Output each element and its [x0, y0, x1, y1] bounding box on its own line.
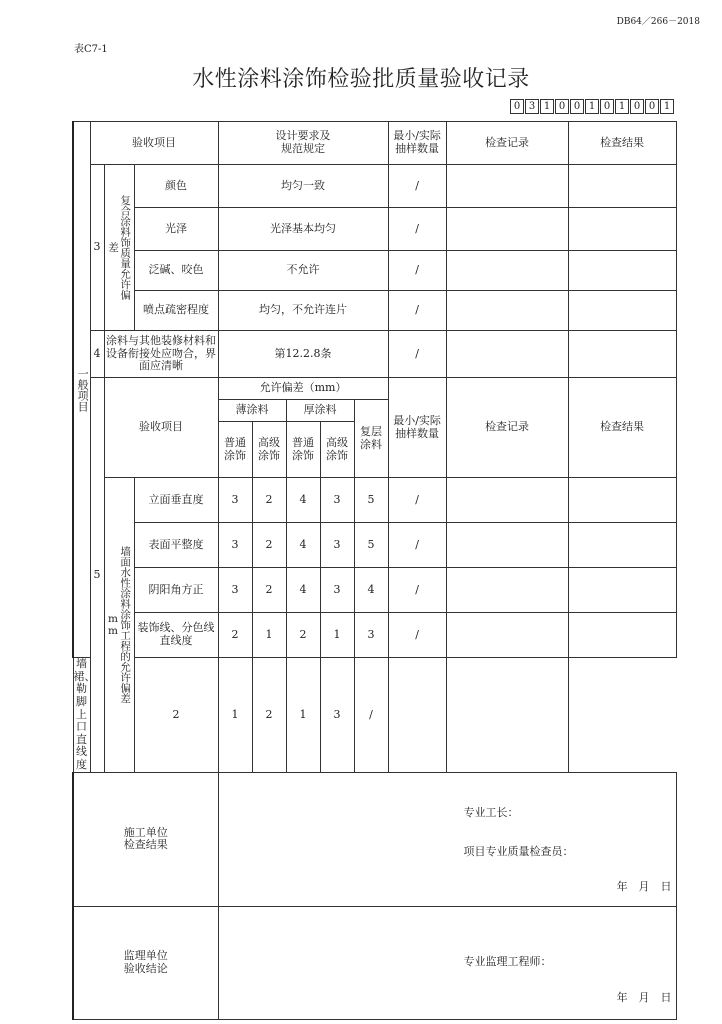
item-sample: /: [388, 291, 446, 331]
col-thin: 薄涂料: [218, 400, 286, 422]
item-sample: /: [388, 251, 446, 291]
col-tolerance: 允许偏差（mm）: [218, 378, 388, 400]
tol-value: 1: [252, 613, 286, 658]
record-cell[interactable]: [446, 251, 568, 291]
record-cell[interactable]: [446, 568, 568, 613]
item-sample: /: [388, 331, 446, 378]
record-cell[interactable]: [388, 658, 446, 773]
tol-value: 3: [320, 658, 354, 773]
item-sample: /: [388, 613, 446, 658]
result-cell[interactable]: [446, 658, 568, 773]
code-digit: 1: [540, 99, 554, 114]
construction-label: 施工单位 检查结果: [73, 772, 218, 906]
item-number: 5: [90, 378, 104, 773]
record-cell[interactable]: [446, 291, 568, 331]
record-cell[interactable]: [446, 523, 568, 568]
col-record: 检查记录: [446, 122, 568, 165]
form-number: 表C7-1: [74, 44, 108, 55]
header-row: [73, 122, 676, 165]
item-name: 立面垂直度: [134, 478, 218, 523]
standard-number: DB64／266－2018: [616, 17, 700, 27]
item-requirement: 不允许: [218, 251, 388, 291]
code-digit: 1: [585, 99, 599, 114]
item-sample: /: [388, 165, 446, 208]
col-result: 检查结果: [568, 378, 676, 478]
item-name: 喷点疏密程度: [134, 291, 218, 331]
item-requirement: 均匀一致: [218, 165, 388, 208]
item-requirement: 光泽基本均匀: [218, 208, 388, 251]
foreman-label: 专业工长：: [463, 805, 519, 819]
result-cell[interactable]: [568, 251, 676, 291]
construction-date: 年 月 日: [616, 879, 672, 893]
table-row: [73, 251, 676, 291]
tol-value: 3: [320, 568, 354, 613]
item-requirement: 第12.2.8条: [218, 331, 388, 378]
tol-value: 5: [354, 478, 388, 523]
code-digit: 0: [645, 99, 659, 114]
tol-value: 2: [134, 658, 218, 773]
item-number: 4: [90, 331, 104, 378]
record-cell[interactable]: [446, 165, 568, 208]
col-result: 检查结果: [568, 122, 676, 165]
col-requirement: 设计要求及 规范规定: [218, 122, 388, 165]
col-thick-normal: 普通 涂饰: [286, 422, 320, 478]
record-cell[interactable]: [446, 478, 568, 523]
tol-value: 1: [286, 658, 320, 773]
result-cell[interactable]: [568, 291, 676, 331]
tol-value: 2: [218, 613, 252, 658]
col-sample: 最小/实际 抽样数量: [388, 122, 446, 165]
record-cell[interactable]: [446, 613, 568, 658]
code-digit: 0: [570, 99, 584, 114]
table-row: [73, 613, 676, 658]
result-cell[interactable]: [568, 613, 676, 658]
item5-header-row: [73, 378, 676, 400]
table-row: [73, 568, 676, 613]
tol-value: 2: [252, 523, 286, 568]
construction-row: [73, 772, 676, 906]
tol-value: 3: [320, 523, 354, 568]
supervision-row: [73, 906, 676, 1019]
inspection-table: [72, 121, 677, 1020]
item5-group-label: 墙面水性涂料涂饰工程的允许偏差mm: [107, 546, 132, 704]
tol-value: 4: [286, 568, 320, 613]
page-title: 水性涂料涂饰检验批质量验收记录: [192, 67, 530, 92]
construction-sign-area[interactable]: [218, 772, 676, 906]
table-row: [73, 658, 676, 773]
supervisor-label: 专业监理工程师：: [463, 954, 552, 968]
col-item: 验收项目: [90, 122, 218, 165]
item3-group-label: 复合涂料饰质量允许偏差: [107, 195, 132, 300]
item-name: 光泽: [134, 208, 218, 251]
code-digit: 0: [630, 99, 644, 114]
col-thin-normal: 普通 涂饰: [218, 422, 252, 478]
quality-inspector-label: 项目专业质量检查员：: [463, 844, 574, 858]
item-sample: /: [388, 208, 446, 251]
result-cell[interactable]: [568, 331, 676, 378]
col-thick: 厚涂料: [286, 400, 354, 422]
table-row: [73, 331, 676, 378]
code-digit: 0: [510, 99, 524, 114]
tol-value: 4: [354, 568, 388, 613]
col-composite: 复层 涂料: [354, 400, 388, 478]
table-row: [73, 165, 676, 208]
code-digit: 3: [525, 99, 539, 114]
item-name: 泛碱、咬色: [134, 251, 218, 291]
record-cell[interactable]: [446, 331, 568, 378]
table-row: [73, 523, 676, 568]
table-row: [73, 478, 676, 523]
item-requirement: 均匀，不允许连片: [218, 291, 388, 331]
result-cell[interactable]: [568, 523, 676, 568]
result-cell[interactable]: [568, 208, 676, 251]
item-sample: /: [388, 568, 446, 613]
table-row: [73, 291, 676, 331]
result-cell[interactable]: [568, 165, 676, 208]
col-thin-high: 高级 涂饰: [252, 422, 286, 478]
item-name: 表面平整度: [134, 523, 218, 568]
code-digit: 0: [600, 99, 614, 114]
tol-value: 1: [320, 613, 354, 658]
item-number: 3: [90, 165, 104, 331]
result-cell[interactable]: [568, 568, 676, 613]
code-digit: 0: [555, 99, 569, 114]
tol-value: 2: [252, 568, 286, 613]
supervision-date: 年 月 日: [616, 990, 672, 1004]
tol-value: 1: [218, 658, 252, 773]
supervision-sign-area[interactable]: [218, 906, 676, 1019]
supervision-label: 监理单位 验收结论: [73, 906, 218, 1019]
item-name: 涂料与其他装修材料和设备衔接处应吻合，界面应清晰: [104, 331, 218, 378]
tol-value: 3: [320, 478, 354, 523]
result-cell[interactable]: [568, 478, 676, 523]
item-name: 阴阳角方正: [134, 568, 218, 613]
tol-value: 3: [218, 478, 252, 523]
item-sample: /: [354, 658, 388, 773]
record-cell[interactable]: [446, 208, 568, 251]
general-items-cell: [73, 122, 90, 658]
tol-value: 5: [354, 523, 388, 568]
code-digit: 1: [615, 99, 629, 114]
record-code: [510, 99, 674, 114]
tol-value: 4: [286, 478, 320, 523]
item3-group-cell: [104, 165, 134, 331]
col-sample: 最小/实际 抽样数量: [388, 378, 446, 478]
tol-value: 3: [218, 568, 252, 613]
item-sample: /: [388, 478, 446, 523]
tol-value: 4: [286, 523, 320, 568]
tol-value: 2: [286, 613, 320, 658]
tol-value: 2: [252, 658, 286, 773]
tol-value: 3: [354, 613, 388, 658]
item5-group-cell: [104, 478, 134, 773]
tol-value: 3: [218, 523, 252, 568]
code-digit: 1: [660, 99, 674, 114]
table-row: [73, 208, 676, 251]
tol-value: 2: [252, 478, 286, 523]
item-name: 装饰线、分色线 直线度: [134, 613, 218, 658]
col-thick-high: 高级 涂饰: [320, 422, 354, 478]
col-record: 检查记录: [446, 378, 568, 478]
general-items-label: 一般项目: [76, 367, 90, 412]
item-sample: /: [388, 523, 446, 568]
item-name: 颜色: [134, 165, 218, 208]
col-item: 验收项目: [104, 378, 218, 478]
item-name: 墙裙、勒脚上口 直线度: [73, 657, 96, 772]
